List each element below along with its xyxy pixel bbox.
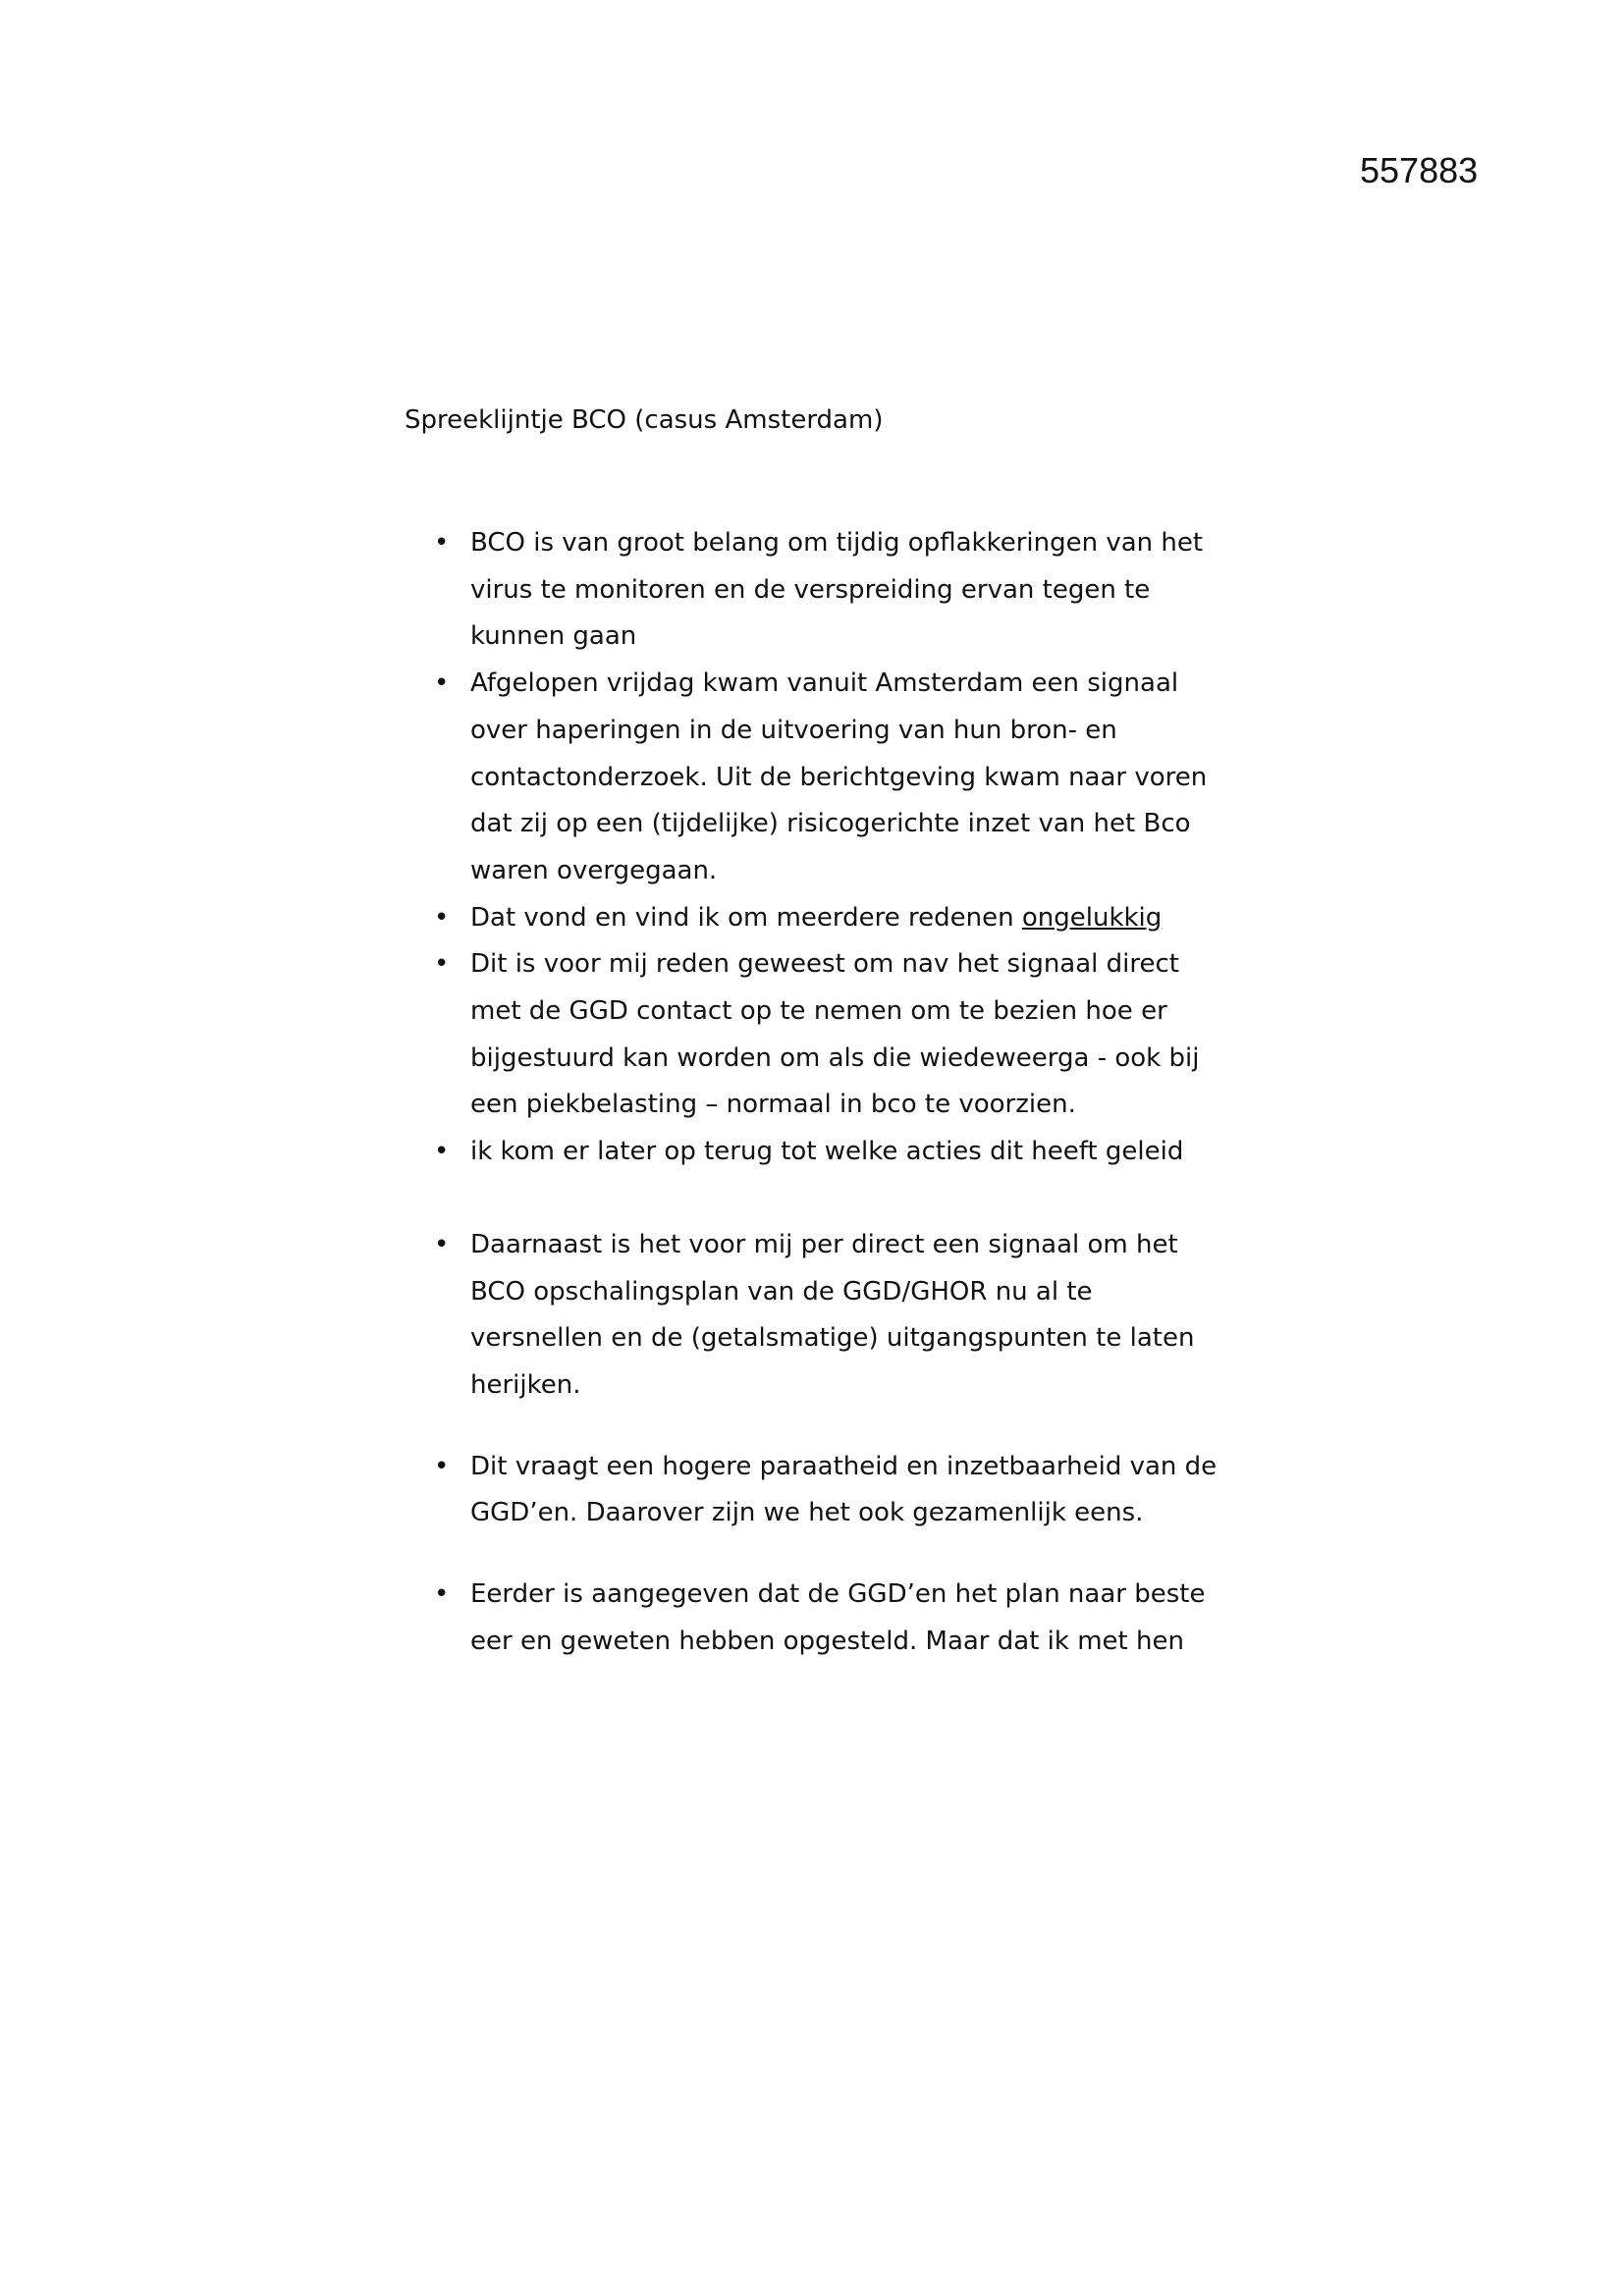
document-title: Spreeklijntje BCO (casus Amsterdam): [405, 405, 884, 435]
bullet-item: • ik kom er later op terug tot welke acties dit heeft geleid: [405, 1129, 1239, 1176]
bullet-item: • Daarnaast is het voor mij per direct een signaal om het BCO opschalingsplan van de GGD/GHOR nu al te versnellen en de (getalsmatige) uitgangspunten te laten herijken.: [405, 1222, 1239, 1410]
bullet-list: [405, 520, 1239, 1665]
bullet-item: • Eerder is aangegeven dat de GGD’en het plan naar beste eer en geweten hebben opgesteld. Maar dat ik met hen: [405, 1572, 1239, 1665]
underlined-word: ongelukkig: [1021, 902, 1163, 933]
bullet-item: • Afgelopen vrijdag kwam vanuit Amsterdam een signaal over haperingen in de uitvoering van hun bron- en contactonderzoek. Uit de berichtgeving kwam naar voren dat zij op een (tijdelijke) risicogerichte inzet van het Bco waren overgegaan.: [405, 661, 1239, 895]
bullet-item: [405, 895, 1239, 942]
document-id: 557883: [1360, 150, 1479, 190]
bullet-item: • Dit is voor mij reden geweest om nav het signaal direct met de GGD contact op te nemen om te bezien hoe er bijgestuurd kan worden om als die wiedeweerga - ook bij een piekbelasting – normaal in bco te voorzien.: [405, 941, 1239, 1129]
bullet-item: • Dit vraagt een hogere paraatheid en inzetbaarheid van de GGD’en. Daarover zijn we het ook gezamenlijk eens.: [405, 1444, 1239, 1537]
bullet-text: Dat vond en vind ik om meerdere redenen: [470, 902, 1022, 933]
bullet-item: • BCO is van groot belang om tijdig opflakkeringen van het virus te monitoren en de verspreiding ervan tegen te kunnen gaan: [405, 520, 1239, 661]
